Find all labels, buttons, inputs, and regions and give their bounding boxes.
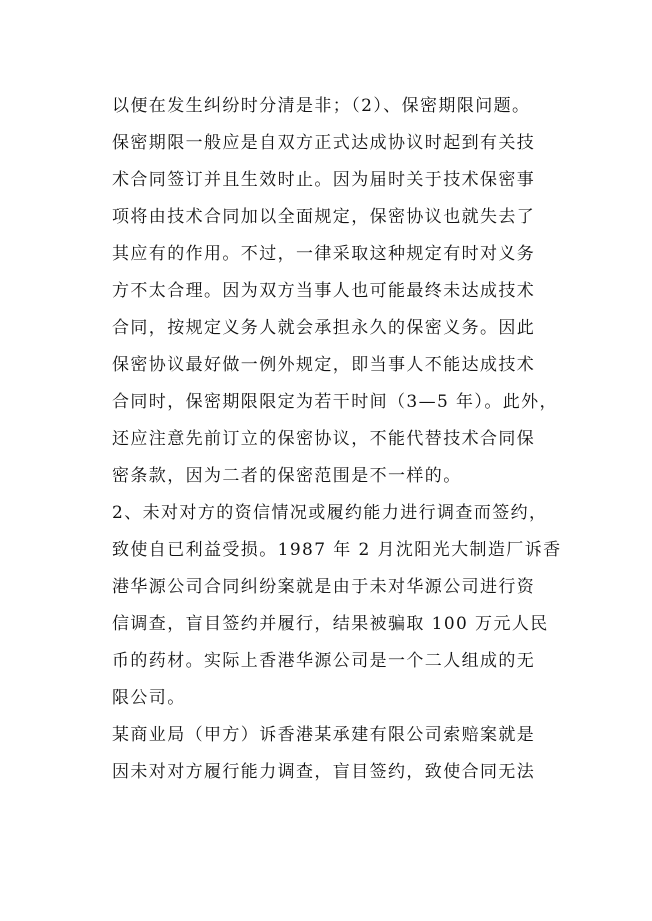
text-line: 还应注意先前订立的保密协议，不能代替技术合同保 bbox=[112, 429, 536, 449]
text-line: 项将由技术合同加以全面规定，保密协议也就失去了 bbox=[112, 207, 536, 227]
text-line: 保密期限一般应是自双方正式达成协议时起到有关技 bbox=[112, 133, 536, 153]
text-line: 限公司。 bbox=[112, 688, 186, 708]
document-body bbox=[112, 88, 562, 791]
text-line: 信调查，盲目签约并履行，结果被骗取 100 万元人民 bbox=[112, 614, 549, 634]
text-line: 方不太合理。因为双方当事人也可能最终未达成技术 bbox=[112, 281, 536, 301]
text-line: 其应有的作用。不过，一律采取这种规定有时对义务 bbox=[112, 244, 536, 264]
text-line: 密条款，因为二者的保密范围是不一样的。 bbox=[112, 466, 462, 486]
text-line: 因未对对方履行能力调查，盲目签约，致使合同无法 bbox=[112, 762, 536, 782]
text-line: 币的药材。实际上香港华源公司是一个二人组成的无 bbox=[112, 651, 536, 671]
text-line: 致使自已利益受损。1987 年 2 月沈阳光大制造厂诉香 bbox=[112, 540, 562, 560]
text-line: 合同，按规定义务人就会承担永久的保密义务。因此 bbox=[112, 318, 536, 338]
text-line: 以便在发生纠纷时分清是非；（2）、保密期限问题。 bbox=[112, 96, 531, 116]
text-line: 港华源公司合同纠纷案就是由于未对华源公司进行资 bbox=[112, 577, 536, 597]
text-line: 2、未对对方的资信情况或履约能力进行调查而签约， bbox=[112, 503, 548, 523]
text-line: 保密协议最好做一例外规定，即当事人不能达成技术 bbox=[112, 355, 536, 375]
text-line: 合同时，保密期限限定为若干时间（3—5 年）。此外， bbox=[112, 392, 558, 412]
text-line: 术合同签订并且生效时止。因为届时关于技术保密事 bbox=[112, 170, 536, 190]
text-line: 某商业局（甲方）诉香港某承建有限公司索赔案就是 bbox=[112, 725, 536, 745]
